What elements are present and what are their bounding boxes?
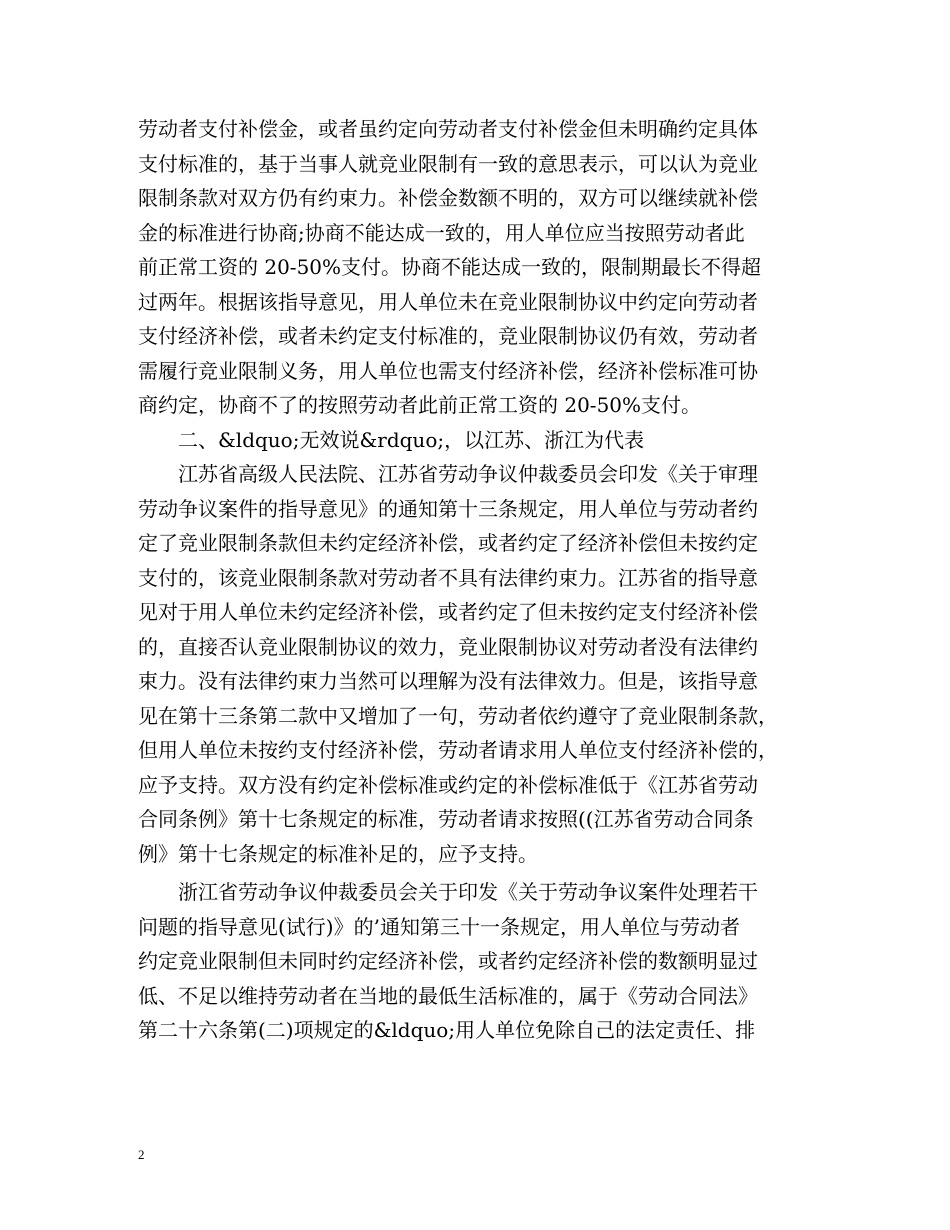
text-line: 浙江省劳动争议仲裁委员会关于印发《关于劳动争议案件处理若干 <box>138 880 758 904</box>
text-line: 支付经济补偿，或者未约定支付标准的，竞业限制协议仍有效，劳动者 <box>138 324 758 348</box>
text-line: 过两年。根据该指导意见，用人单位未在竞业限制协议中约定向劳动者 <box>138 289 758 314</box>
text-line: 第二十六条第(二)项规定的&ldquo;用人单位免除自己的法定责任、排 <box>138 1018 756 1042</box>
text-line: 低、不足以维持劳动者在当地的最低生活标准的，属于《劳动合同法》 <box>138 983 758 1008</box>
text-line: 金的标准进行协商;协商不能达成一致的，用人单位应当按照劳动者此 <box>138 220 745 245</box>
text-line: 劳动争议案件的指导意见》的通知第十三条规定，用人单位与劳动者约 <box>138 496 758 521</box>
text-line: 的，直接否认竞业限制协议的效力，竞业限制协议对劳动者没有法律约 <box>138 634 758 659</box>
text-line: 合同条例》第十七条规定的标准，劳动者请求按照((江苏省劳动合同条 <box>138 807 754 831</box>
text-line: 前正常工资的 20-50%支付。协商不能达成一致的，限制期最长不得超 <box>138 255 762 279</box>
text-line: 劳动者支付补偿金，或者虽约定向劳动者支付补偿金但未明确约定具体 <box>138 117 758 141</box>
text-line: 见对于用人单位未约定经济补偿，或者约定了但未按约定支付经济补偿 <box>138 600 758 624</box>
text-line: 约定竞业限制但未同时约定经济补偿，或者约定经济补偿的数额明显过 <box>138 949 758 973</box>
section-heading: 二、&ldquo;无效说&rdquo;，以江苏、浙江为代表 <box>138 427 645 452</box>
text-line: 江苏省高级人民法院、江苏省劳动争议仲裁委员会印发《关于审理 <box>138 462 758 486</box>
text-line: 商约定，协商不了的按照劳动者此前正常工资的 20-50%支付。 <box>138 393 702 417</box>
text-line: 应予支持。双方没有约定补偿标准或约定的补偿标准低于《江苏省劳动 <box>138 772 758 797</box>
text-line: 支付的，该竞业限制条款对劳动者不具有法律约束力。江苏省的指导意 <box>138 565 758 590</box>
text-line: 支付标准的，基于当事人就竞业限制有一致的意思表示，可以认为竞业 <box>138 151 758 176</box>
text-line: 问题的指导意见(试行)》的’通知第三十一条规定，用人单位与劳动者 <box>138 914 740 939</box>
text-line: 束力。没有法律约束力当然可以理解为没有法律效力。但是，该指导意 <box>138 669 758 693</box>
body-text <box>138 112 828 1048</box>
text-line: 需履行竞业限制义务，用人单位也需支付经济补偿，经济补偿标准可协 <box>138 358 758 383</box>
text-line: 见在第十三条第二款中又增加了一句，劳动者依约遵守了竞业限制条款， <box>138 703 778 728</box>
text-line: 但用人单位未按约支付经济补偿，劳动者请求用人单位支付经济补偿的， <box>138 738 778 762</box>
text-line: 限制条款对双方仍有约束力。补偿金数额不明的，双方可以继续就补偿 <box>138 186 758 210</box>
text-line: 例》第十七条规定的标准补足的，应予支持。 <box>138 841 538 866</box>
text-line: 定了竞业限制条款但未约定经济补偿，或者约定了经济补偿但未按约定 <box>138 531 758 555</box>
page-number: 2 <box>138 1147 145 1162</box>
